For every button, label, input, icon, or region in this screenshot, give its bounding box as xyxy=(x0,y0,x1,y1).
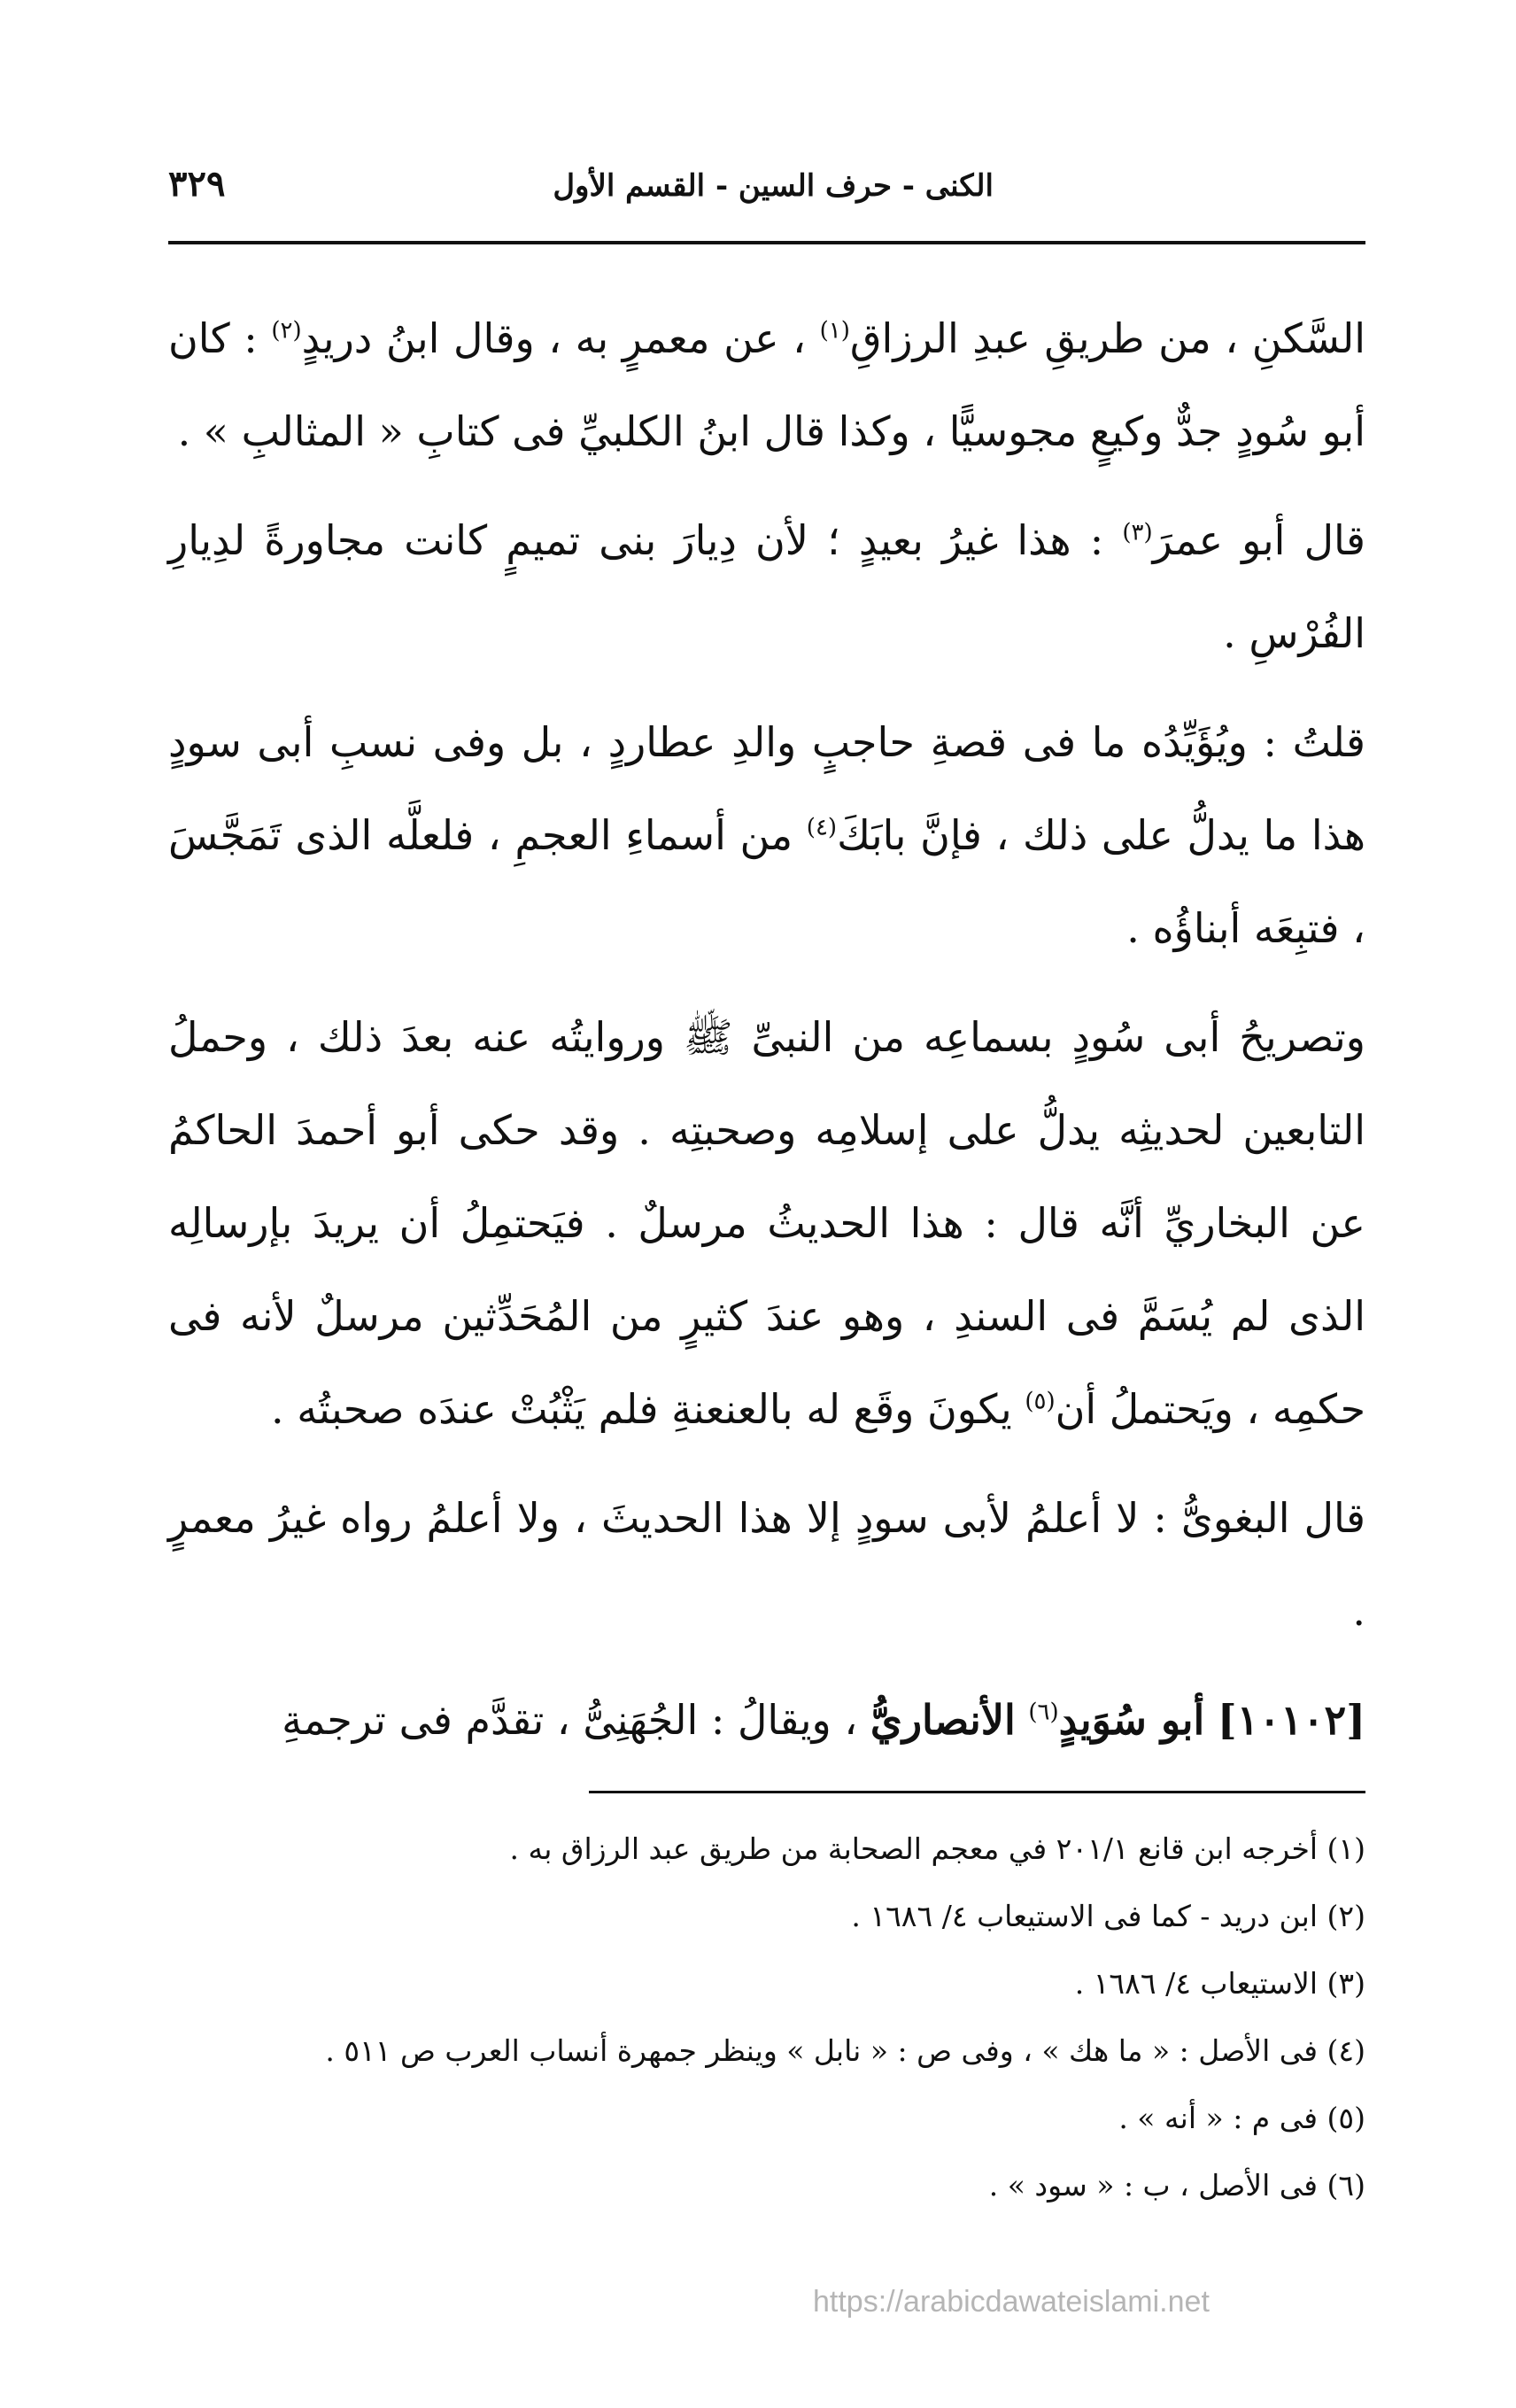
paragraph-1-text-b: ، عن معمرٍ به ، وقال ابنُ دريدٍ xyxy=(301,314,806,362)
header-rule xyxy=(168,241,1365,244)
footnote-marker-6: (٦) xyxy=(1028,1699,1059,1726)
page-number: ٣٢٩ xyxy=(168,163,226,205)
footnote-2: (٢) ابن دريد - كما فى الاستيعاب ٤/ ١٦٨٦ . xyxy=(851,1899,1365,1933)
paragraph-1-text-a: السَّكنِ ، من طريقِ عبدِ الرزاقِ xyxy=(849,314,1365,362)
footnote-marker-4: (٤) xyxy=(806,814,838,841)
footnote-rule xyxy=(589,1791,1365,1793)
footnote-marker-3: (٣) xyxy=(1122,519,1153,546)
paragraph-3-text-b: من أسماءِ العجمِ ، فلعلَّه الذى تَمَجَّسَ ، فتبِعَه أبناؤُه . xyxy=(168,811,1365,952)
paragraph-4 xyxy=(168,991,1365,1456)
main-text xyxy=(168,292,1365,1776)
running-head xyxy=(168,163,1365,230)
paragraph-1-text-c: : كان أبو سُودٍ جدٌّ وكيعٍ مجوسيًّا ، وكذا قال ابنُ الكلبيِّ فى كتابِ « المثالبِ » . xyxy=(168,314,1365,455)
paragraph-5-text: قال البغوىُّ : لا أعلمُ لأبى سودٍ إلا هذا الحديثَ ، ولا أعلمُ رواه غيرُ معمرٍ . xyxy=(168,1494,1365,1635)
entry-text: ، ويقالُ : الجُهَنِىُّ ، تقدَّم فى ترجمةِ xyxy=(282,1696,858,1744)
paragraph-3-text-a: قلتُ : ويُؤَيِّدُه ما فى قصةِ حاجبٍ والدِ عطاردٍ ، بل وفى نسبِ أبى سودٍ هذا ما يدلُّ على ذلك ، فإنَّ بابَكَ xyxy=(168,718,1366,859)
paragraph-1 xyxy=(168,292,1365,478)
entry-nisba: الأنصاريُّ xyxy=(870,1696,1016,1744)
running-title: الكنى - حرف السين - القسم الأول xyxy=(553,168,994,204)
footnote-4: (٤) فى الأصل : « ما هك » ، وفى ص : « نابل » وينظر جمهرة أنساب العرب ص ٥١١ . xyxy=(325,2033,1365,2068)
paragraph-2 xyxy=(168,494,1365,680)
footnotes xyxy=(168,1816,1365,2219)
footnote-6: (٦) فى الأصل ، ب : « سود » . xyxy=(988,2168,1365,2203)
paragraph-2-text-b: : هذا غيرُ بعيدٍ ؛ لأن دِيارَ بنى تميمٍ كانت مجاورةً لدِيارِ الفُرْسِ . xyxy=(168,516,1365,657)
paragraph-4-text-b: يكونَ وقَع له بالعنعنةِ فلم يَثْبُتْ عندَه صحبتُه . xyxy=(271,1385,1012,1433)
entry-10102 xyxy=(168,1674,1365,1767)
paragraph-2-text-a: قال أبو عمرَ xyxy=(1152,516,1365,564)
watermark-url: https://arabicdawateislami.net xyxy=(813,2285,1210,2319)
entry-number: [١٠١٠٢] xyxy=(1217,1696,1365,1744)
footnote-marker-2: (٢) xyxy=(271,317,302,345)
footnote-marker-5: (٥) xyxy=(1025,1388,1056,1415)
footnote-3: (٣) الاستيعاب ٤/ ١٦٨٦ . xyxy=(1074,1966,1365,2001)
paragraph-4-text-a: وتصريحُ أبى سُودٍ بسماعِه من النبىِّ ﷺ وروايتُه عنه بعدَ ذلك ، وحملُ التابعين لحديثِه يدلُّ على إسلامِه وصحبتِه . وقد حكى أبو أحمدَ الحاكمُ عن البخاريِّ أنَّه قال : هذا الحديثُ مرسلٌ . فيَحتمِلُ أن يريدَ بإرسالِه الذى لم يُسَمَّ فى السندِ ، وهو عندَ كثيرٍ من المُحَدِّثين مرسلٌ لأنه فى حكمِه ، ويَحتملُ أن xyxy=(168,1013,1365,1433)
paragraph-5 xyxy=(168,1472,1365,1658)
footnote-marker-1: (١) xyxy=(819,317,850,345)
footnote-1: (١) أخرجه ابن قانع ٢٠١/١ في معجم الصحابة من طريق عبد الرزاق به . xyxy=(509,1831,1365,1866)
paragraph-3 xyxy=(168,696,1365,975)
entry-name: أبو سُوَيدٍ xyxy=(1058,1696,1205,1744)
footnote-5: (٥) فى م : « أنه » . xyxy=(1118,2101,1365,2135)
